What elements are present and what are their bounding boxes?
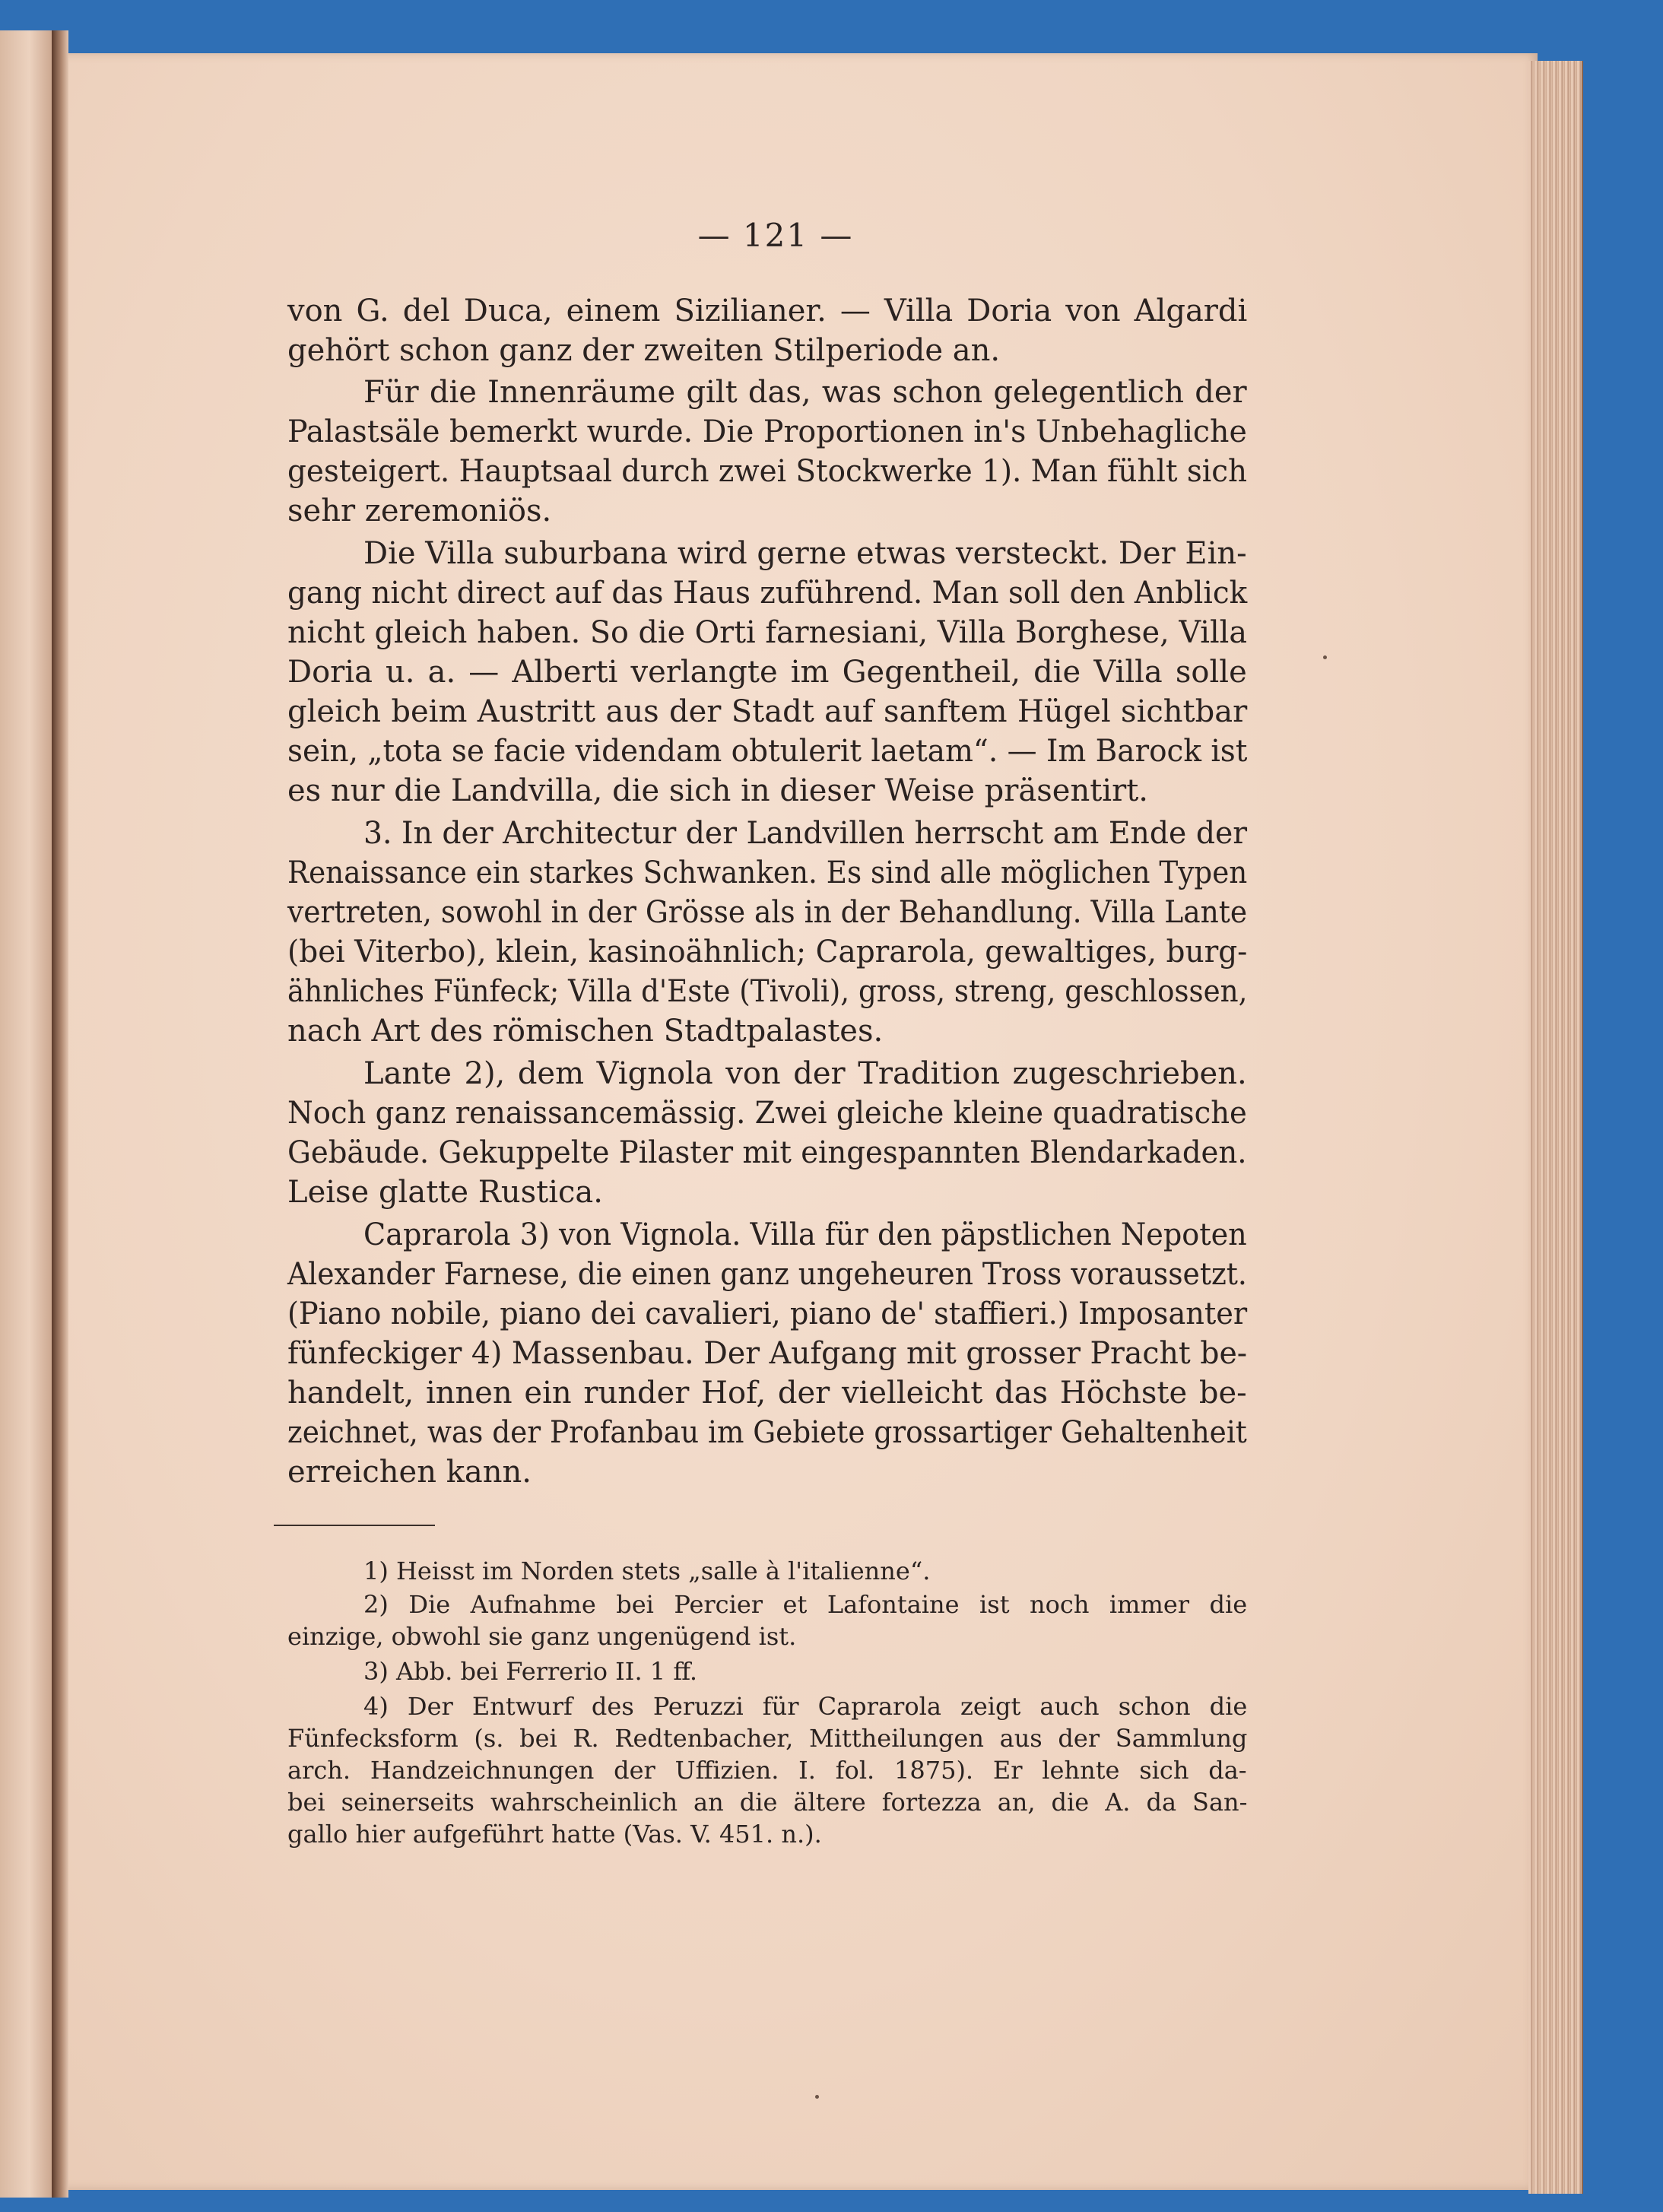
page-number: — 121 —	[697, 217, 854, 254]
footnote-line: arch. Handzeichnungen der Uffizien. I. fol. 1875). Er lehnte sich da-	[287, 1756, 1247, 1785]
footnote-line: 1) Heisst im Norden stets „salle à l'italienne“.	[363, 1557, 931, 1585]
body-line: Leise glatte Rustica.	[287, 1175, 603, 1210]
body-line: Gebäude. Gekuppelte Pilaster mit eingespannten Blendarkaden.	[287, 1135, 1247, 1170]
footnote-line: 3) Abb. bei Ferrerio II. 1 ff.	[363, 1657, 698, 1686]
body-line: nach Art des römischen Stadtpalastes.	[287, 1014, 884, 1049]
body-line: Doria u. a. — Alberti verlangte im Gegentheil, die Villa solle	[287, 655, 1247, 690]
body-line: Caprarola 3) von Vignola. Villa für den päpstlichen Nepoten	[363, 1217, 1247, 1252]
body-line: ähnliches Fünfeck; Villa d'Este (Tivoli), gross, streng, geschlossen,	[287, 974, 1248, 1009]
body-line: gehört schon ganz der zweiten Stilperiode an.	[287, 333, 1001, 368]
body-line: sein, „tota se facie videndam obtulerit laetam“. — Im Barock ist	[287, 734, 1248, 769]
body-line: vertreten, sowohl in der Grösse als in der Behandlung. Villa Lante	[287, 895, 1248, 930]
body-line: handelt, innen ein runder Hof, der vielleicht das Höchste be-	[287, 1376, 1247, 1411]
footnote-separator	[274, 1525, 435, 1526]
body-line: nicht gleich haben. So die Orti farnesiani, Villa Borghese, Villa	[287, 615, 1247, 650]
body-line: Alexander Farnese, die einen ganz ungeheuren Tross voraussetzt.	[287, 1257, 1247, 1292]
footnote-line: gallo hier aufgeführt hatte (Vas. V. 451. n.).	[287, 1820, 822, 1849]
body-line: Die Villa suburbana wird gerne etwas versteckt. Der Ein-	[363, 536, 1247, 571]
footnote-line: einzige, obwohl sie ganz ungenügend ist.	[287, 1622, 797, 1651]
body-line: gang nicht direct auf das Haus zuführend. Man soll den Anblick	[287, 576, 1248, 611]
body-line: 3. In der Architectur der Landvillen herrscht am Ende der	[363, 816, 1248, 851]
body-line: erreichen kann.	[287, 1455, 532, 1490]
page-stack-edges	[1528, 61, 1583, 2194]
body-line: es nur die Landvilla, die sich in dieser Weise präsentirt.	[287, 773, 1148, 808]
body-line: (bei Viterbo), klein, kasinoähnlich; Caprarola, gewaltiges, burg-	[287, 935, 1248, 970]
previous-page-edge	[0, 30, 56, 2198]
body-line: gesteigert. Hauptsaal durch zwei Stockwerke 1). Man fühlt sich	[287, 454, 1248, 489]
body-line: zeichnet, was der Profanbau im Gebiete grossartiger Gehaltenheit	[287, 1415, 1247, 1450]
footnote-line: Fünfecksform (s. bei R. Redtenbacher, Mittheilungen aus der Sammlung	[287, 1724, 1248, 1753]
body-line: fünfeckiger 4) Massenbau. Der Aufgang mit grosser Pracht be-	[287, 1336, 1248, 1371]
paper-speck	[815, 2095, 819, 2099]
paper-speck	[1323, 655, 1327, 659]
body-line: Noch ganz renaissancemässig. Zwei gleiche kleine quadratische	[287, 1096, 1247, 1131]
footnote-line: 4) Der Entwurf des Peruzzi für Caprarola zeigt auch schon die	[363, 1692, 1248, 1721]
body-line: sehr zeremoniös.	[287, 493, 552, 528]
book-gutter	[52, 30, 68, 2198]
body-line: Für die Innenräume gilt das, was schon gelegentlich der	[363, 375, 1247, 410]
body-line: Renaissance ein starkes Schwanken. Es sind alle möglichen Typen	[287, 855, 1248, 890]
body-line: (Piano nobile, piano dei cavalieri, piano de' staffieri.) Imposanter	[287, 1296, 1248, 1331]
body-line: Palastsäle bemerkt wurde. Die Proportionen in's Unbehagliche	[287, 414, 1247, 449]
body-line: Lante 2), dem Vignola von der Tradition zugeschrieben.	[363, 1056, 1247, 1091]
body-line: von G. del Duca, einem Sizilianer. — Villa Doria von Algardi	[287, 294, 1248, 328]
body-line: gleich beim Austritt aus der Stadt auf sanftem Hügel sichtbar	[287, 694, 1248, 729]
footnote-line: 2) Die Aufnahme bei Percier et Lafontaine ist noch immer die	[363, 1590, 1248, 1619]
footnote-line: bei seinerseits wahrscheinlich an die ältere fortezza an, die A. da San-	[287, 1788, 1248, 1817]
